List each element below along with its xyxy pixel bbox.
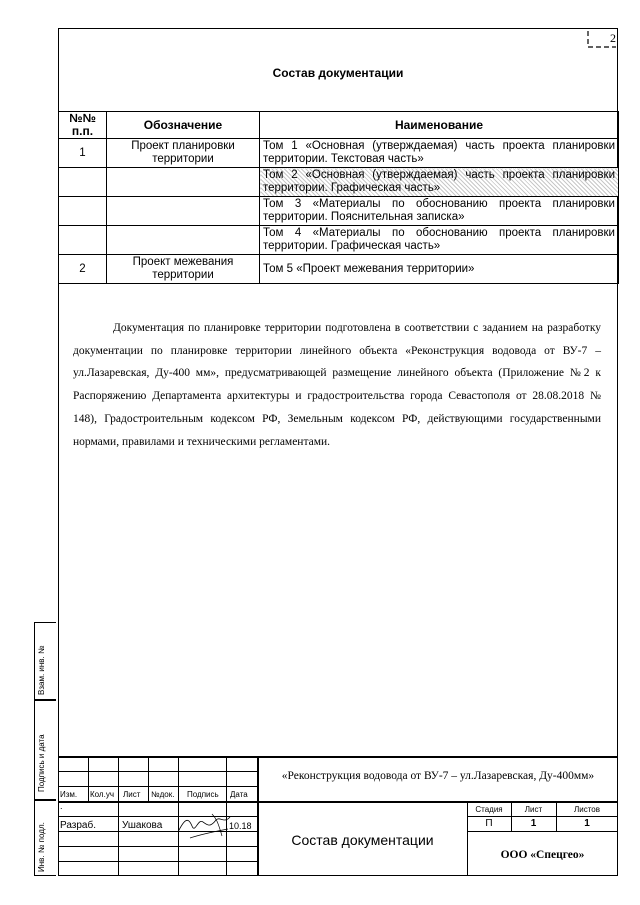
sheet-value: 1 (530, 818, 537, 829)
row-num (59, 197, 107, 226)
header-designation: Обозначение (107, 112, 260, 139)
side-label-podpis: Подпись и дата (37, 734, 46, 792)
stage-label: Стадия (475, 805, 503, 814)
row-dot: . (60, 801, 63, 811)
col-podpis: Подпись (187, 790, 219, 799)
header-name: Наименование (260, 112, 619, 139)
stage-value: П (485, 818, 493, 829)
company-name: ООО «Спецгео» (500, 849, 585, 861)
row-num: 2 (59, 255, 107, 284)
page-number-value: 2 (610, 31, 616, 45)
sheets-value: 1 (584, 818, 590, 829)
table-row (59, 168, 619, 197)
signature-icon (172, 806, 236, 846)
row-designation (107, 226, 260, 255)
row-num: 1 (59, 139, 107, 168)
table-row (59, 197, 619, 226)
document-title: Состав документации (272, 66, 404, 80)
row-num (59, 226, 107, 255)
side-label-vzam: Взам. инв. № (37, 645, 46, 695)
col-list: Лист (123, 790, 141, 799)
row-name: Том 5 «Проект межевания территории» (260, 255, 619, 284)
col-ndok: №док. (151, 790, 175, 799)
row-designation (107, 168, 260, 197)
col-data: Дата (230, 790, 248, 799)
table-row (59, 139, 619, 168)
date-value: 10.18 (229, 821, 252, 831)
sheet-label: Лист (524, 805, 543, 814)
page-number-box (585, 29, 618, 51)
contents-table (58, 111, 619, 284)
sheets-label: Листов (574, 805, 600, 814)
side-label-inv: Инв. № подл. (37, 822, 46, 872)
row-designation: Проект планировки территории (107, 139, 260, 168)
table-row (59, 255, 619, 284)
table-row (59, 226, 619, 255)
project-title: «Реконструкция водовода от ВУ-7 – ул.Лазаревская, Ду-400мм» (281, 770, 595, 782)
header-num: №№ п.п. (59, 112, 107, 139)
row-designation: Проект межевания территории (107, 255, 260, 284)
col-koluch: Кол.уч (90, 790, 114, 799)
body-paragraph: Документация по планировке территории подготовлена в соответствии с заданием на разработку документации по планировке территории линейного объекта «Реконструкция водовода от ВУ-7 – ул.Лазаревская, Ду-400 мм», предусматривающей размещение линейного объекта (Приложение №2 к Распоряжению Департамента архитектуры и градостроительства города Севастополя от 28.08.2018 № 148), Градостроительным кодексом РФ, Земельным кодексом РФ, действующими государственными нормами, правилами и техническими регламентами. (73, 322, 601, 448)
col-izm: Изм. (60, 790, 78, 799)
row-designation (107, 197, 260, 226)
row-num (59, 168, 107, 197)
row-name: Том 3 «Материалы по обоснованию проекта планировки территории. Пояснительная записка» (260, 197, 619, 226)
sheet-title: Состав документации (291, 832, 434, 848)
row-name: Том 1 «Основная (утверждаемая) часть проекта планировки территории. Текстовая часть» (260, 139, 619, 168)
row-name: Том 4 «Материалы по обоснованию проекта планировки территории. Графическая часть» (260, 226, 619, 255)
role-label: Разраб. (60, 820, 97, 831)
person-name: Ушакова (122, 820, 163, 831)
row-name: Том 2 «Основная (утверждаемая) часть проекта планировки территории. Графическая часть» (260, 168, 619, 197)
